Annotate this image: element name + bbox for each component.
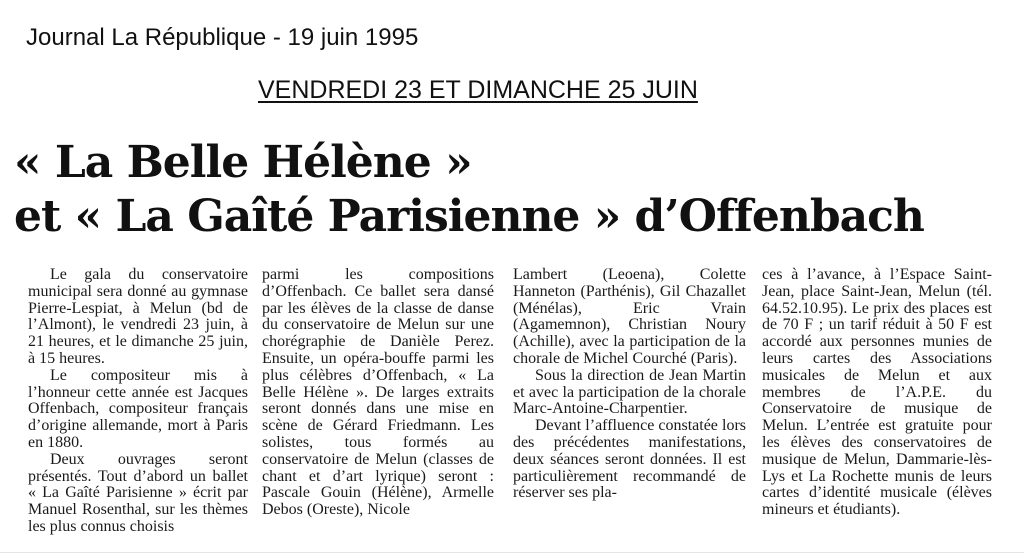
scan-edge-divider [0,552,1024,553]
paragraph: Deux ouvrages seront présentés. Tout d’abord un ballet « La Gaîté Parisienne » écrit par Manuel Rosenthal, sur les thèmes les plus connus choisis [28,450,248,535]
article-column-2 [262,267,494,519]
paragraph: Le gala du conservatoire municipal sera donné au gymnase Pierre-Lespiat, à Melun (bd de l’Almont), le vendredi 23 juin, à 21 heures, et le dimanche 25 juin, à 15 heures. [28,266,248,367]
paragraph: ces à l’avance, à l’Espace Saint-Jean, place Saint-Jean, Melun (tél. 64.52.10.95). Le prix des places est de 70 F ; un tarif réduit à 50 F est accordé aux personnes munies de leurs cartes des Associations musicales de Melun et aux membres de l’A.P.E. du Conservatoire de musique de Melun. L’entrée est gratuite pour les élèves des conservatoires de musique de Melun, Dammarie-lès-Lys et La Rochette munis de leurs cartes d’identité musicale (élèves mineurs et étudiants). [762,266,992,519]
paragraph: Lambert (Leoena), Colette Hanneton (Parthénis), Gil Chazallet (Ménélas), Eric Vrain (Agamemnon), Christian Noury (Achille), avec la participation de la chorale de Michel Courché (Paris). [513,266,746,367]
paragraph: Sous la direction de Jean Martin et avec la participation de la chorale Marc-Antoine-Charpentier. [513,366,746,418]
article-headline [14,136,1014,244]
paragraph: Le compositeur mis à l’honneur cette année est Jacques Offenbach, compositeur français d’origine allemande, mort à Paris en 1880. [28,366,248,451]
headline-line-1: « La Belle Hélène » [14,137,472,188]
paragraph: parmi les compositions d’Offenbach. Ce ballet sera dansé par les élèves de la classe de danse du conservatoire de Melun sur une chorégraphie de Danièle Perez. Ensuite, un opéra-bouffe parmi les plus célèbres d’Offenbach, « La Belle Hélène ». De larges extraits seront donnés dans une mise en scène de Gérard Friedmann. Les solistes, tous formés au conservatoire de Melun (classes de chant et d’art lyrique) seront : Pascale Gouin (Hélène), Armelle Debos (Oreste), Nicole [262,266,494,519]
article-column-1 [28,267,248,536]
paragraph: Devant l’affluence constatée lors des précédentes manifestations, deux séances seront données. Il est particulièrement recommandé de réserver ses pla- [513,417,746,502]
headline-line-2: et « La Gaîté Parisienne » d’Offenbach [14,191,924,242]
event-dateline: VENDREDI 23 ET DIMANCHE 25 JUIN [258,76,698,104]
source-caption: Journal La République - 19 juin 1995 [26,24,419,51]
article-column-4 [762,267,992,519]
article-column-3 [513,267,746,502]
